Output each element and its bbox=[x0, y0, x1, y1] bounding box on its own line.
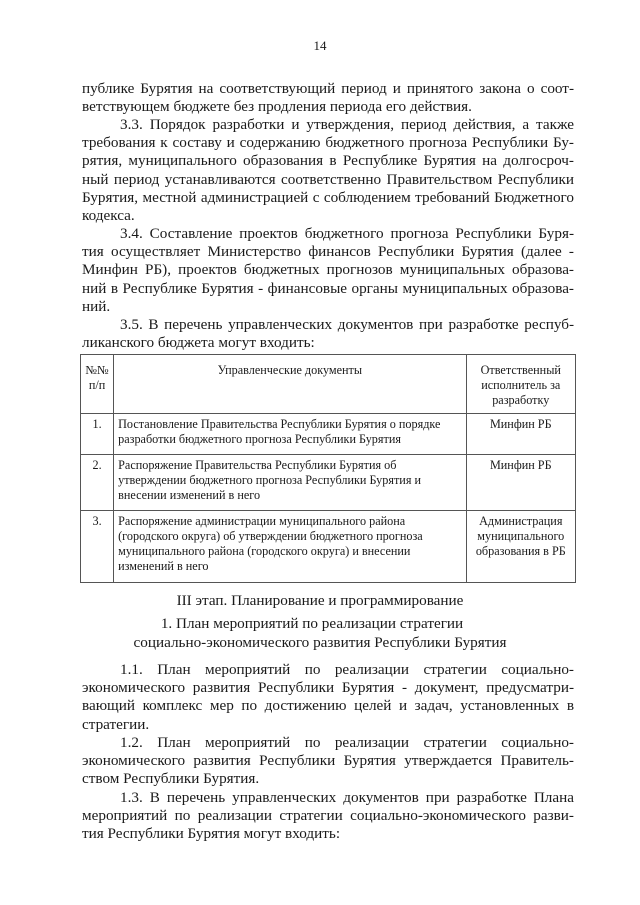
row-document: Распоряжение Правительства Республики Бурятия об утверждении бюджетного прогноза Республики Бурятия и внесении изменений в него bbox=[114, 455, 466, 511]
table-header-row bbox=[81, 355, 576, 414]
row-executor: Минфин РБ bbox=[466, 414, 575, 455]
page-number: 14 bbox=[313, 38, 327, 53]
paragraph-3-4: 3.4. Составление проектов бюджетного прогноза Республики Буря- тия осуществляет Министерство финансов Республики Бурятия (далее - Минфин РБ), проектов бюджетных прогнозов муниципальных образова- ний в Республике Бурятия - финансовые органы муниципальных образова- ний. bbox=[82, 225, 574, 315]
row-document: Распоряжение администрации муниципального района (городского округа) об утверждении бюджетного прогноза муниципального района (городского округа) и внесении изменений в него bbox=[114, 511, 466, 583]
row-document: Постановление Правительства Республики Бурятия о порядке разработки бюджетного прогноза Республики Бурятия bbox=[114, 414, 466, 455]
row-executor: Администрация муниципального образования в РБ bbox=[466, 511, 575, 583]
header-number: №№ п/п bbox=[81, 355, 114, 414]
subsection-title-line2: социально-экономического развития Республики Бурятия bbox=[133, 634, 507, 651]
subsection-title-line1: 1. План мероприятий по реализации стратегии bbox=[160, 615, 464, 632]
paragraph-1-3: 1.3. В перечень управленческих документов при разработке Плана мероприятий по реализации стратегии социально-экономического разви- тия Республики Бурятия могут входить: bbox=[82, 789, 574, 843]
section-title: III этап. Планирование и программирование bbox=[176, 592, 464, 609]
row-number: 2. bbox=[81, 455, 114, 511]
paragraph-1-1: 1.1. План мероприятий по реализации стратегии социально- экономического развития Республики Бурятия - документ, предусматри- вающий комплекс мер по достижению целей и задач, установленных в стратегии. bbox=[82, 661, 574, 733]
paragraph-3-5: 3.5. В перечень управленческих документов при разработке респуб- ликанского бюджета могут входить: bbox=[82, 316, 574, 352]
row-number: 3. bbox=[81, 511, 114, 583]
header-executor: Ответственный исполнитель за разработку bbox=[466, 355, 575, 414]
table-row bbox=[81, 414, 576, 455]
paragraph-3-3: 3.3. Порядок разработки и утверждения, период действия, а также требования к составу и содержанию бюджетного прогноза Республики Бу- рятия, муниципального образования в Республике Бурятия на долгосроч- ный период устанавливаются соответственно Правительством Республики Бурятия, местной администрацией с соблюдением требований Бюджетного кодекса. bbox=[82, 116, 574, 225]
table-row bbox=[81, 511, 576, 583]
header-documents: Управленческие документы bbox=[114, 355, 466, 414]
paragraph-continuation: публике Бурятия на соответствующий период и принятого закона о соот- ветствующем бюджете без продления периода его действия. bbox=[82, 80, 574, 116]
row-number: 1. bbox=[81, 414, 114, 455]
paragraph-1-2: 1.2. План мероприятий по реализации стратегии социально- экономического развития Республики Бурятия утверждается Правитель- ством Республики Бурятия. bbox=[82, 734, 574, 788]
table-row bbox=[81, 455, 576, 511]
management-documents-table bbox=[80, 354, 576, 583]
row-executor: Минфин РБ bbox=[466, 455, 575, 511]
